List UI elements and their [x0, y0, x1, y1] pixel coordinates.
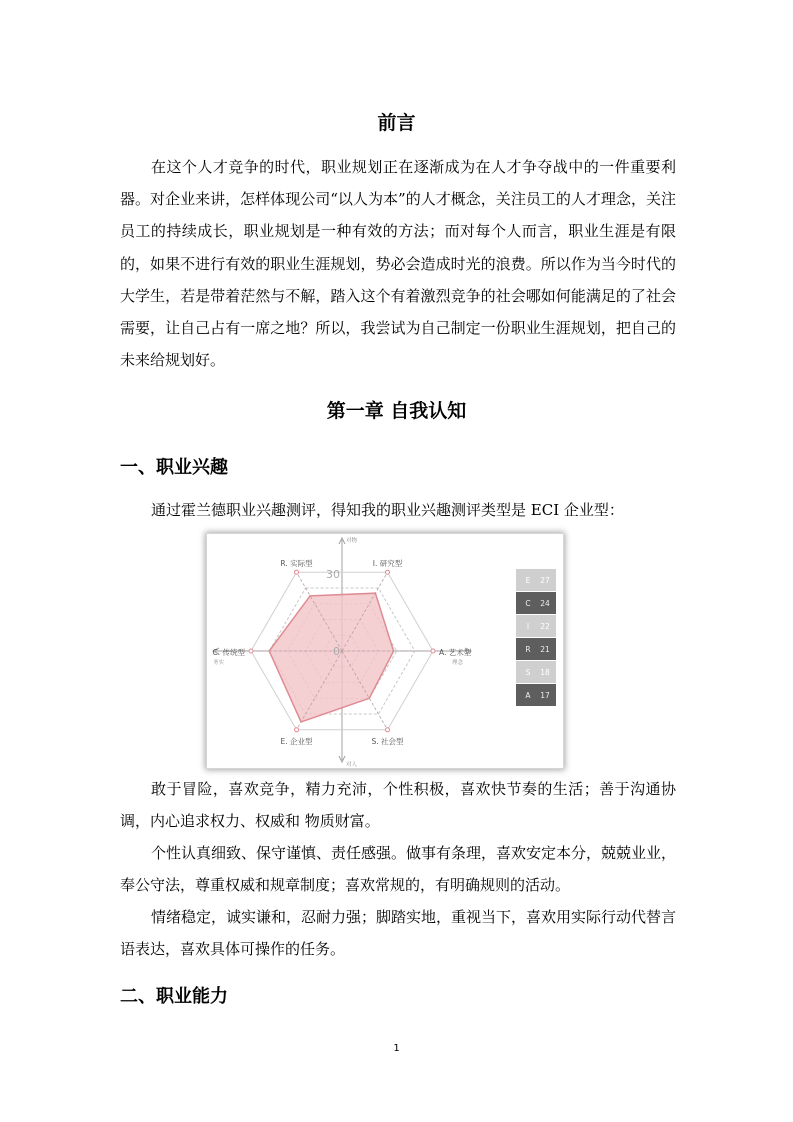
ranking-box-r [516, 638, 556, 660]
vertex-marker-i [386, 570, 390, 574]
ranking-value-s: 18 [540, 668, 550, 677]
data-area [269, 593, 393, 722]
direction-label-bottom: 对人 [346, 762, 358, 768]
vertex-marker-e [295, 728, 299, 732]
vertex-marker-r [295, 570, 299, 574]
preface-title: 前言 [377, 112, 416, 134]
axis-label-s: S. 社会型 [371, 736, 404, 746]
ranking-code-c: C [525, 599, 531, 608]
ranking-box-c [516, 592, 556, 614]
vertex-marker-s [386, 728, 390, 732]
axis-label-e: E. 企业型 [280, 736, 313, 746]
holland-radar-chart [207, 534, 563, 768]
ranking-box-a [516, 684, 556, 706]
ranking-value-r: 21 [540, 645, 550, 654]
trait-paragraph-1: 敢于冒险，喜欢竞争，精力充沛，个性积极，喜欢快节奏的生活；善于沟通协调，内心追求权力、权威和 物质财富。 [120, 780, 676, 831]
intro-paragraph: 通过霍兰德职业兴趣测评，得知我的职业兴趣测评类型是 ECI 企业型： [151, 501, 624, 519]
ranking-box-e [516, 569, 556, 591]
ranking-value-e: 27 [540, 576, 550, 585]
trait-paragraph-3: 情绪稳定，诚实谦和，忍耐力强；脚踏实地，重视当下，喜欢用实际行动代替言语表达，喜欢具体可操作的任务。 [120, 908, 677, 959]
vertex-marker-a [431, 649, 435, 653]
preface-paragraph: 在这个人才竞争的时代，职业规划正在逐渐成为在人才争夺战中的一件重要利器。对企业来讲，怎样体现公司“以人为本”的人才概念，关注员工的人才理念，关注员工的持续成长，职业规划是一种有效的方法；而对每个人而言，职业生涯是有限的，如果不进行有效的职业生涯规划，势必会造成时光的浪费。所以作为当今时代的大学生，若是带着茫然与不解，踏入这个有着激烈竞争的社会哪如何能满足的了社会需要，让自己占有一席之地？所以，我尝试为自己制定一份职业生涯规划，把自己的未来给规划好。 [120, 158, 676, 370]
axis-label-r: R. 实际型 [280, 559, 313, 569]
direction-label-right: 理念 [452, 660, 464, 666]
radar-svg [207, 534, 563, 768]
ranking-value-i: 22 [540, 622, 550, 631]
scale-label-max: 30 [326, 568, 340, 581]
ranking-code-s: S [525, 668, 531, 677]
trait-paragraph-2: 个性认真细致、保守谨慎、责任感强。做事有条理，喜欢安定本分，兢兢业业，奉公守法，尊重权威和规章制度；喜欢常规的，有明确规则的活动。 [120, 844, 677, 895]
ranking-code-i: I [526, 622, 530, 631]
page-number: 1 [393, 1043, 400, 1054]
direction-label-top: 对物 [346, 538, 358, 544]
ranking-value-a: 17 [540, 691, 550, 700]
axis-label-i: I. 研究型 [372, 559, 403, 569]
vertex-marker-c [249, 649, 253, 653]
scale-label-zero: 0 [333, 645, 340, 658]
ranking-box-i [516, 615, 556, 637]
direction-label-left: 务实 [213, 660, 225, 666]
ranking-code-a: A [525, 691, 531, 700]
axis-label-a: A. 艺术型 [439, 648, 472, 657]
ranking-code-r: R [525, 645, 531, 654]
ranking-value-c: 24 [540, 599, 550, 608]
section-heading-ability: 二、职业能力 [120, 986, 228, 1007]
axis-label-c: C. 传统型 [212, 648, 245, 657]
ranking-box-s [516, 661, 556, 683]
ranking-code-e: E [525, 576, 531, 585]
chapter-title: 第一章 自我认知 [326, 400, 467, 422]
section-heading-interest: 一、职业兴趣 [120, 457, 228, 478]
